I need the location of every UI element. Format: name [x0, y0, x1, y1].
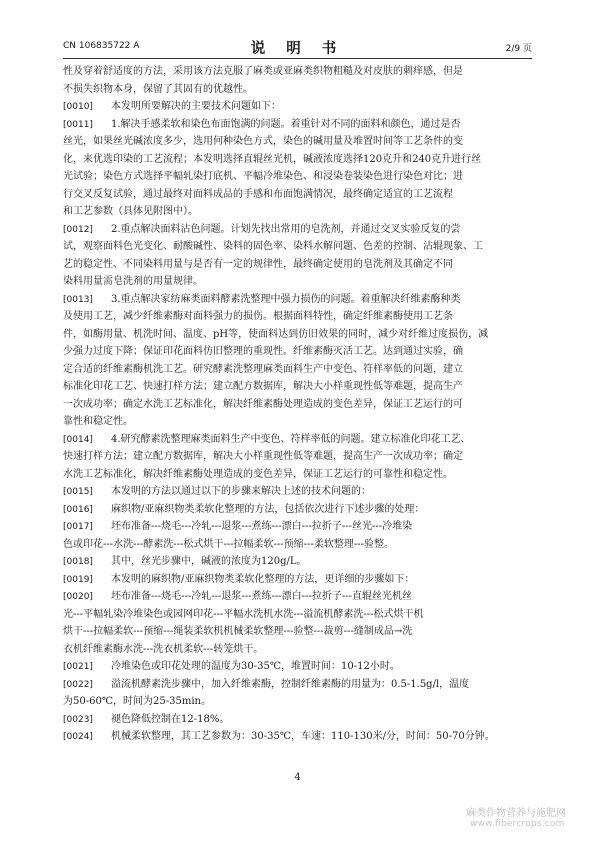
text-line [63, 728, 532, 746]
paragraph-number: [0023] [63, 714, 93, 725]
line-text: 和工艺参数（具体见附图中）。 [63, 206, 198, 217]
text-line [63, 63, 532, 81]
line-text: 快速打样方法；建立配方数据库，解决大小样重现性低等难题，提高生产一次成功率；确定 [63, 451, 463, 462]
line-text: 水洗工艺标准化，解决纤维素酶处理造成的变色差异，保证工艺运行的可靠性和稳定性。 [63, 468, 453, 480]
line-text: 靠性和稳定性。 [63, 416, 133, 427]
text-line [63, 238, 532, 256]
paragraph-number: [0012] [63, 224, 93, 235]
paragraph-number: [0016] [63, 504, 93, 515]
line-text: 本发明的麻织物/亚麻织物类柔软化整理的方法，更详细的步骤如下： [111, 573, 415, 585]
line-text: 试，观察面料色光变化、耐酸碱性、染料的固色率、染料水解问题、色差的控制、沾辊现象、工 [63, 241, 483, 252]
text-line [63, 641, 532, 659]
text-line [63, 151, 532, 169]
text-line [63, 518, 532, 536]
line-text: 色或印花---水洗---酵素洗---松式烘干---拉幅柔软---预缩---柔软整理---验整。 [63, 538, 394, 550]
line-text: 本发明所要解决的主要技术问题如下： [111, 101, 281, 112]
paragraph-number: [0020] [63, 592, 93, 602]
text-line [63, 396, 532, 414]
text-line [63, 623, 532, 641]
line-text: 及使用工艺，减少纤维素酶对面料强力的损伤。根据面料特性，确定纤维素酶使用工艺条 [63, 311, 453, 322]
text-line [63, 658, 532, 676]
line-text: 不损失织物本身，保留了其固有的优越性。 [63, 83, 253, 95]
line-text: 为50-60℃，时间为25-35min。 [63, 696, 211, 707]
paragraph-number: [0024] [63, 732, 93, 742]
line-text: 麻织物/亚麻织物类柔软化整理的方法，包括依次进行下述步骤的处理： [111, 503, 425, 515]
line-text: 坯布准备---烧毛---冷轧---退浆---煮练---漂白---拉折子---直辊丝光机丝 [111, 591, 412, 602]
text-line [63, 448, 532, 466]
line-text: 4.研究酵素洗整理麻类面料生产中变色、符样率低的问题。建立标准化印花工艺、 [111, 433, 471, 445]
text-line [63, 273, 532, 291]
text-line [63, 676, 532, 694]
paragraph-number: [0022] [63, 679, 93, 690]
line-text: 1.解决手感柔软和染色布面饱满的问题。着重针对不同的面料和颜色，通过是否 [111, 118, 461, 130]
paragraph-number: [0019] [63, 574, 93, 585]
line-text: 本发明的方法以通过以下的步骤来解决上述的技术问题的： [111, 486, 371, 497]
text-line [63, 221, 532, 239]
text-line [63, 203, 532, 221]
text-line [63, 186, 532, 204]
text-line [63, 256, 532, 274]
text-line [63, 98, 532, 116]
paragraph-number: [0018] [63, 557, 93, 567]
paragraph-number: [0013] [63, 294, 93, 305]
paragraph-number: [0011] [63, 119, 93, 130]
line-text: 褪色降低控制在12-18%。 [111, 713, 230, 725]
text-line [63, 361, 532, 379]
text-line [63, 501, 532, 519]
line-text: 定合适的纤维素酶机洗工艺。研究酵素洗整理麻类面料生产中变色、符样率低的问题，建立 [63, 363, 463, 375]
text-line [63, 308, 532, 326]
document-title: 说 明 书 [250, 40, 345, 57]
line-text: 溢流机酵素洗步骤中，加入纤维素酶，控制纤维素酶的用量为：0.5-1.5g/l，温度 [111, 678, 470, 690]
page-header [63, 37, 532, 55]
text-line [63, 116, 532, 134]
text-line [63, 711, 532, 729]
paragraph-number: [0015] [63, 487, 93, 497]
line-text: 性及穿着舒适度的方法，采用该方法克服了麻类或亚麻类织物粗糙及对皮肤的刺痒感，但是 [63, 66, 463, 77]
text-line [63, 588, 532, 606]
line-text: 冷堆染色或印花处理的温度为30-35℃，堆置时间：10-12小时。 [111, 661, 400, 672]
text-line [63, 693, 532, 711]
paragraph-number: [0017] [63, 522, 93, 532]
text-line [63, 168, 532, 186]
line-text: 机械柔软整理，其工艺参数为：30-35℃，车速：110-130米/分，时间：50-70分钟。 [111, 731, 495, 742]
line-text: 3.重点解决家纺麻类面料酵素洗整理中强力损伤的问题。着重解决纤维素酶种类 [111, 293, 461, 305]
text-line [63, 466, 532, 484]
line-text: 少强力过度下降；保证印花面料仿旧整理的重现性。纤维素酶灭活工艺。达到通过实验，确 [63, 346, 463, 357]
line-text: 坯布准备---烧毛---冷轧---退浆---煮练---漂白---拉折子---丝光---冷堆染 [111, 521, 413, 532]
text-line [63, 571, 532, 589]
text-line [63, 536, 532, 554]
line-text: 光---平幅轧染冷堆染色或园网印花---平幅水洗机水洗---溢流机酵素洗---松式烘干机 [63, 608, 424, 620]
line-text: 衣机纤维素酶水洗---洗衣机柔软---转笼烘干。 [63, 643, 264, 655]
text-line [63, 606, 532, 624]
line-text: 化，来优选印染的工艺流程；本发明选择直辊丝光机，碱液浓度选择120克升和240克升进行丝 [63, 153, 482, 165]
description-body [63, 63, 532, 746]
line-text: 一次成功率；确定水洗工艺标准化，解决纤维素酶处理造成的变色差异，保证工艺运行的可 [63, 398, 463, 410]
line-text: 件，如酶用量、机洗时间、温度、pH等，使面料达到仿旧效果的同时，减少对纤维过度损伤，减 [63, 328, 489, 340]
watermark-text: 麻类作物营养与施肥网 [466, 808, 566, 819]
text-line [63, 81, 532, 99]
line-text: 丝光，如果丝光碱浓度多少，选用何种染色方式，染色的碱用量及堆置时间等工艺条件的变 [63, 136, 463, 147]
text-line [63, 133, 532, 151]
watermark-url: www.fibercrops.com [470, 819, 565, 829]
page-indicator: 2/9 页 [505, 44, 532, 54]
paragraph-number: [0021] [63, 662, 93, 672]
text-line [63, 343, 532, 361]
patent-number: CN 106835722 A [63, 41, 140, 51]
text-line [63, 413, 532, 431]
paragraph-number: [0014] [63, 434, 93, 445]
header-rule [63, 58, 532, 59]
paragraph-number: [0010] [63, 102, 93, 112]
page-number: 4 [294, 772, 301, 783]
line-text: 艺的稳定性、不同染料用量与是否有一定的规律性，最终确定使用的皂洗剂及其确定不同 [63, 258, 453, 270]
line-text: 行交叉反复试验，通过最终对面料成品的手感和布面饱满情况，最终确定适宜的工艺流程 [63, 188, 453, 200]
text-line [63, 326, 532, 344]
text-line [63, 431, 532, 449]
text-line [63, 553, 532, 571]
line-text: 其中，丝光步骤中，碱液的浓度为120g/L。 [111, 556, 307, 567]
line-text: 光试验；染色方式选择平幅轧染打底机、平幅冷堆染色、和浸染卷装染色进行染色对比；进 [63, 171, 463, 182]
line-text: 染料用量需皂洗剂的用量规律。 [63, 276, 203, 287]
text-line [63, 291, 532, 309]
line-text: 烘干---拉幅柔软---预缩---绳装柔软机机械柔软整理---验整---裁剪---缝制成品→洗 [63, 626, 413, 637]
text-line [63, 378, 532, 396]
text-line [63, 483, 532, 501]
line-text: 标准化印花工艺、快速打样方法；建立配方数据库，解决大小样重现性低等难题，提高生产 [63, 381, 463, 392]
line-text: 2.重点解决面料沾色问题。计划先找出常用的皂洗剂，并通过交叉实验反复的尝 [111, 223, 461, 235]
